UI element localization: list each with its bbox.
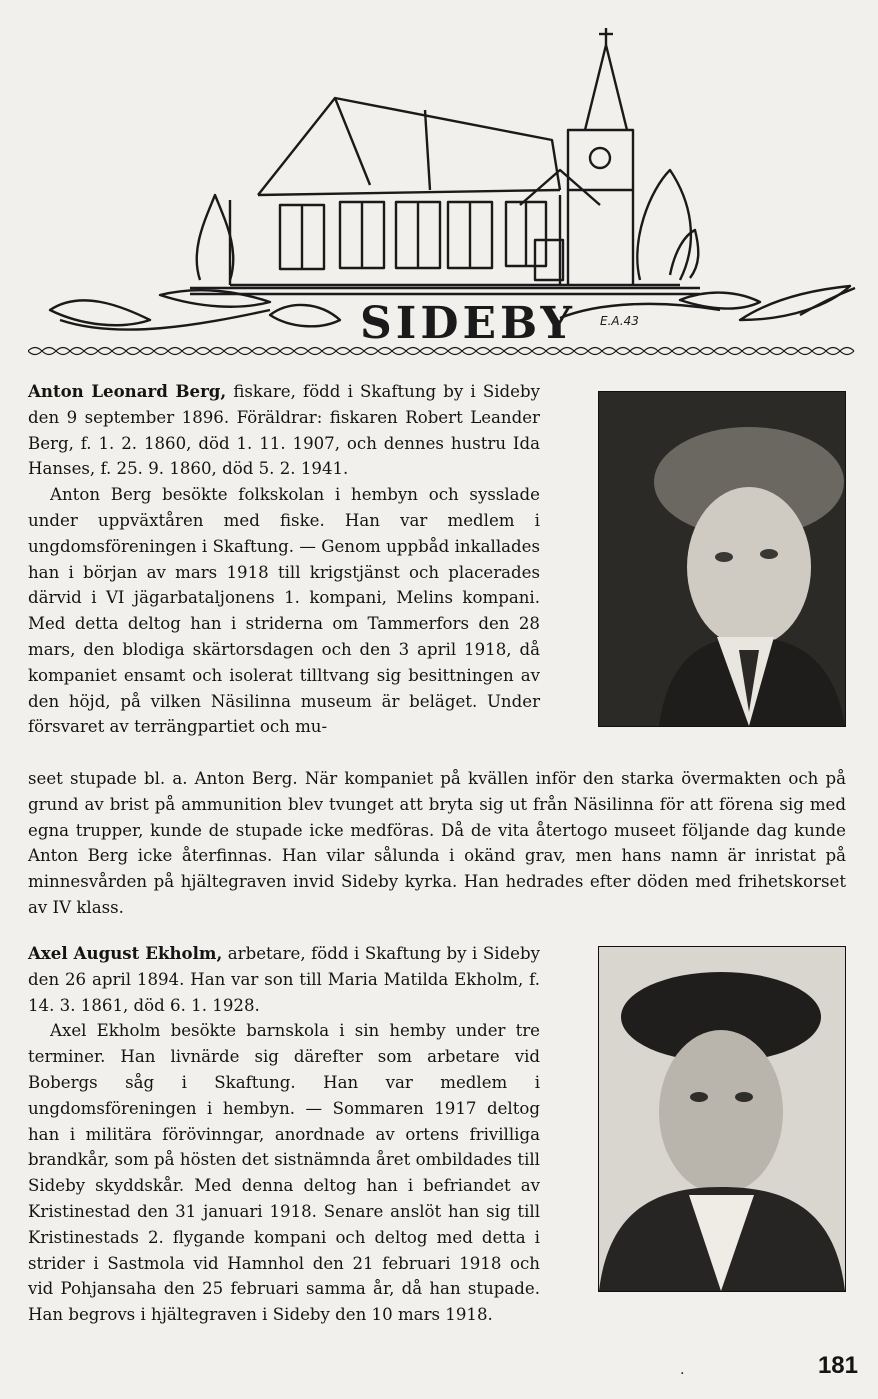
entry-anton-berg-continued [28, 766, 846, 921]
entry-anton-berg-intro [28, 379, 540, 740]
portrait-anton-berg [598, 391, 846, 727]
entry-name: Anton Leonard Berg, [28, 381, 227, 401]
decorative-divider [28, 343, 856, 359]
entry-intro-text: arbetare, född i Skaftung by i Sideby den 26 april 1894. Han var son till Maria Matilda Ekholm, f. 14. 3. 1861, död 6. 1. 1928. [28, 944, 540, 1015]
portrait-axel-ekholm [598, 946, 846, 1292]
page-number: 181 [817, 1352, 858, 1379]
entry-axel-ekholm [28, 941, 540, 1328]
sideby-church-illustration [40, 20, 860, 365]
artist-signature: E.A.43 [600, 314, 639, 328]
entry-paragraph: Anton Berg besökte folkskolan i hembyn och sysslade under uppväxtåren med fiske. Han var medlem i ungdomsföreningen i Skaftung. — Genom uppbåd inkallades han i början av mars 1918 till krigstjänst och placerades därvid i VI jägarbataljonens 1. kompani, Melins kompani. Med detta deltog han i striderna om Tammerfors den 28 mars, den blodiga skärtorsdagen och den 3 april 1918, då kompaniet ensamt och isolerat tilltvang sig besittningen av den höjd, på vilken Näsilinna museum är beläget. Under försvaret av terrängpartiet och mu- [28, 485, 540, 737]
stray-dot: . [680, 1362, 685, 1378]
entry-paragraph: Axel Ekholm besökte barnskola i sin hemby under tre terminer. Han livnärde sig därefter som arbetare vid Bobergs såg i Skaftung. Han var medlem i ungdomsföreningen i hembyn. — Sommaren 1917 deltog han i militära förövinngar, anordnade av ortens frivilliga brandkår, som på hösten det sistnämnda året ombildades till Sideby skyddskår. Med denna deltog han i befriandet av Kristinestad den 31 januari 1918. Senare anslöt han sig till Kristinestads 2. flygande kompani och deltog med detta i strider i Sastmola vid Hamnhol den 21 februari 1918 och vid Pohjansaha den 25 februari samma år, då han stupade. Han begrovs i hjältegraven i Sideby den 10 mars 1918. [28, 1021, 540, 1325]
entry-intro-text: fiskare, född i Skaftung by i Sideby den 9 september 1896. Föräldrar: fiskaren Robert Leander Berg, f. 1. 2. 1860, död 1. 11. 1907, och dennes hustru Ida Hanses, f. 25. 9. 1860, död 5. 2. 1941. [28, 382, 540, 479]
entry-paragraph-continued: seet stupade bl. a. Anton Berg. När kompaniet på kvällen inför den starka övermakten och på grund av brist på ammunition blev tvunget att bryta sig ut från Näsilinna för att förena sig med egna trupper, kunde de stupade icke medföras. Då de vita återtogo museet följande dag kunde Anton Berg icke återfinnas. Han vilar sålunda i okänd grav, men hans namn är inristat på minnesvården på hjältegraven invid Sideby kyrka. Han hedrades efter döden med frihetskorset av IV klass. [28, 769, 846, 917]
entry-name: Axel August Ekholm, [28, 943, 223, 963]
portrait-image [599, 947, 845, 1291]
sideby-title: SIDEBY [360, 298, 576, 349]
portrait-image [599, 392, 845, 726]
